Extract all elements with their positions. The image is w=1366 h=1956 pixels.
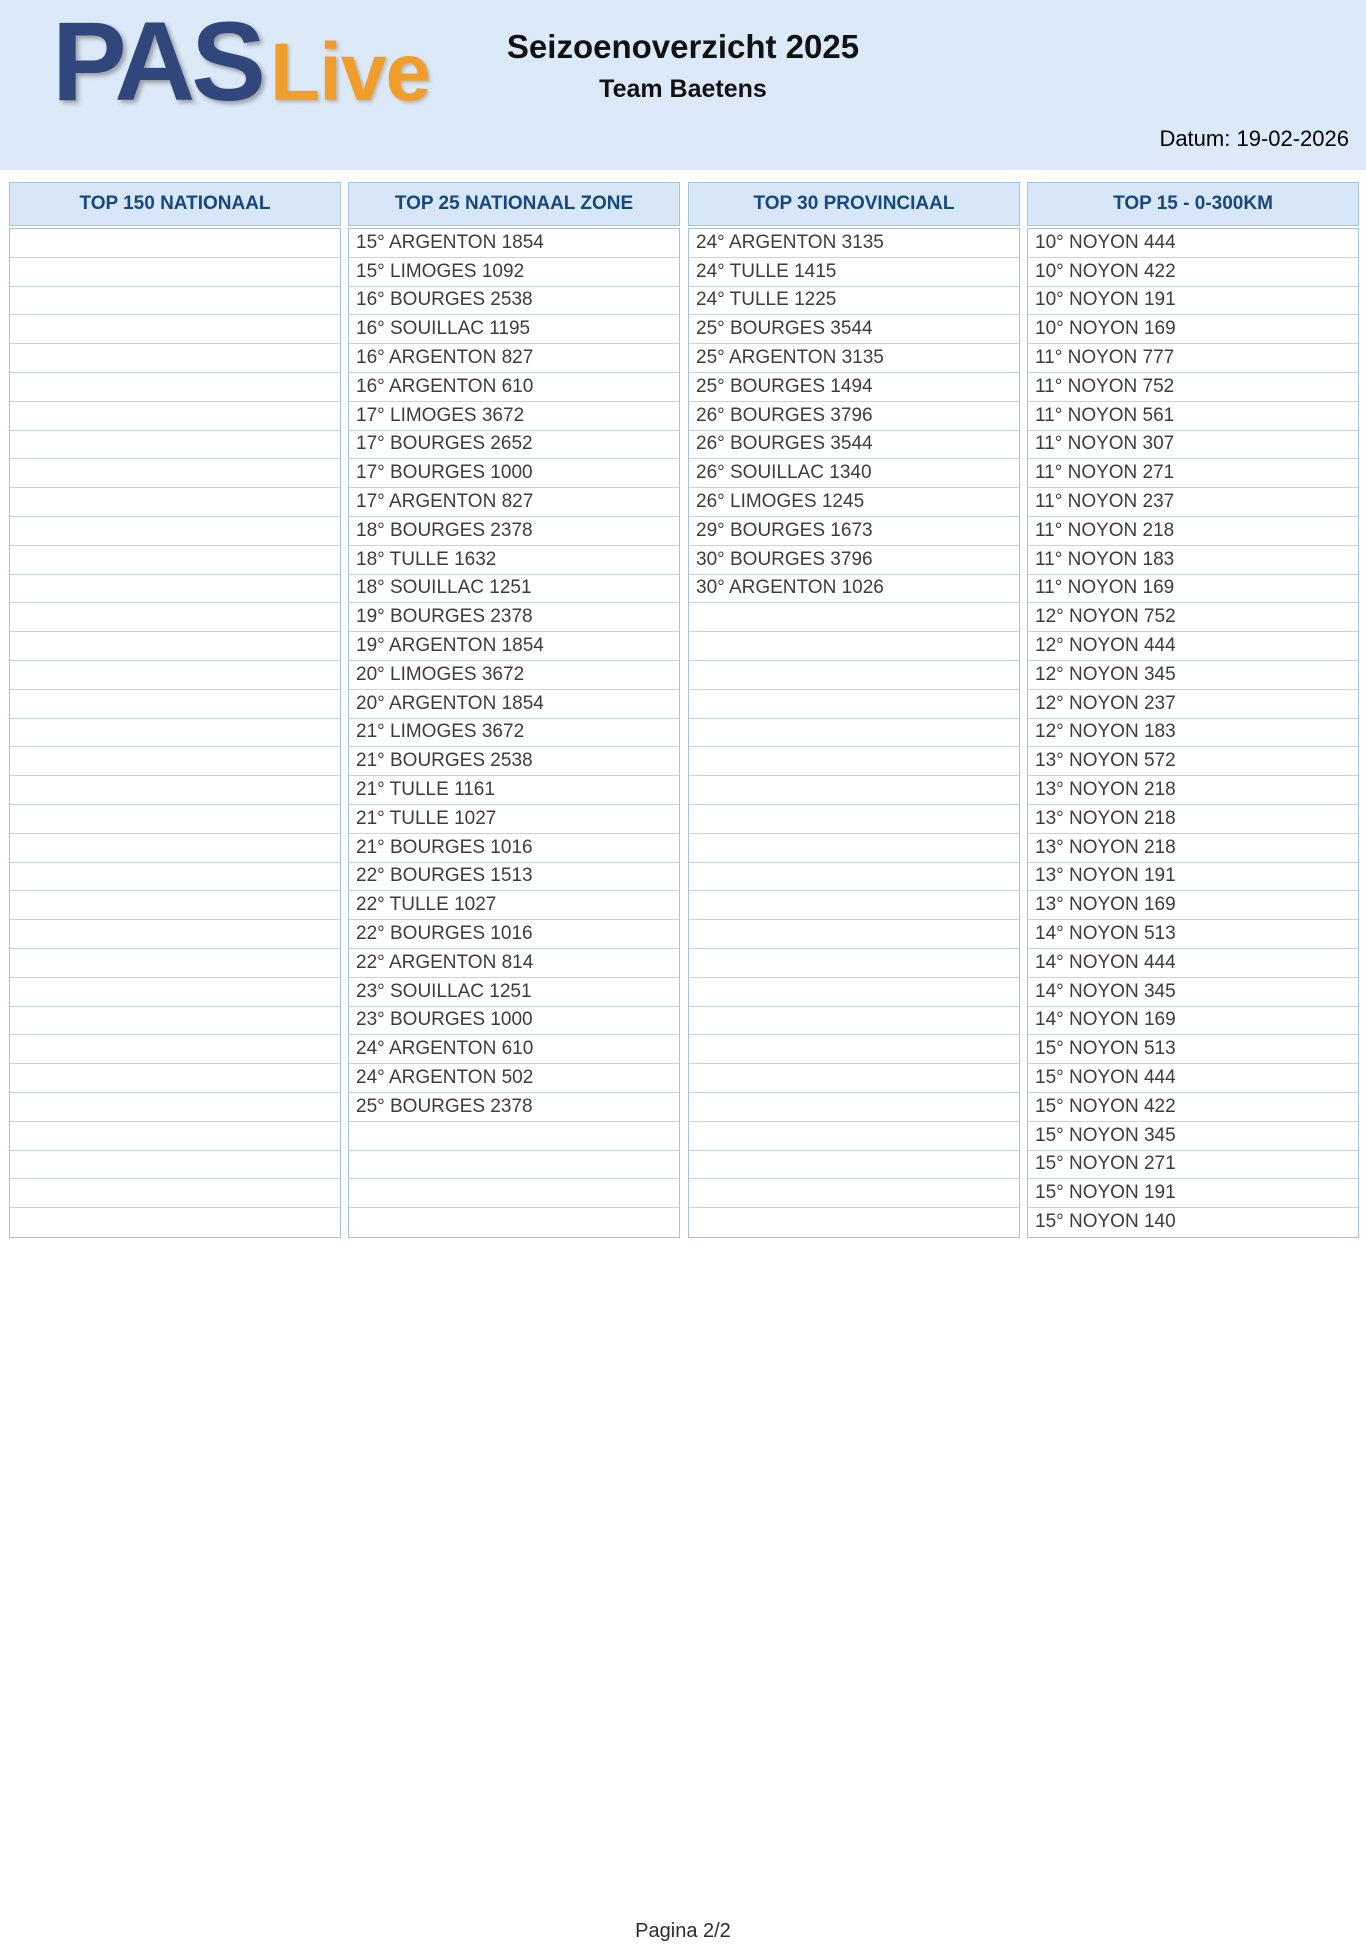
table-row: 17° BOURGES 2652: [349, 431, 679, 460]
table-row: 15° LIMOGES 1092: [349, 258, 679, 287]
page-title: Seizoenoverzicht 2025: [506, 28, 860, 65]
column-header: TOP 150 NATIONAAL: [9, 182, 341, 226]
table-row: 15° NOYON 345: [1028, 1122, 1358, 1151]
table-row: [689, 632, 1019, 661]
table-row: [10, 229, 340, 258]
table-row: [10, 661, 340, 690]
table-row: [689, 1208, 1019, 1237]
table-row: [10, 287, 340, 316]
table-row: 18° TULLE 1632: [349, 546, 679, 575]
table-row: [10, 719, 340, 748]
table-row: 13° NOYON 218: [1028, 776, 1358, 805]
table-row: 11° NOYON 218: [1028, 517, 1358, 546]
table-row: [10, 459, 340, 488]
table-row: [689, 719, 1019, 748]
table-row: [689, 747, 1019, 776]
ranking-column: [9, 182, 341, 1238]
table-row: 21° TULLE 1161: [349, 776, 679, 805]
table-row: [689, 1122, 1019, 1151]
ranking-column: [348, 182, 680, 1238]
table-row: 19° ARGENTON 1854: [349, 632, 679, 661]
table-row: 12° NOYON 345: [1028, 661, 1358, 690]
table-row: 11° NOYON 307: [1028, 431, 1358, 460]
table-row: 16° ARGENTON 610: [349, 373, 679, 402]
table-row: [10, 1179, 340, 1208]
table-row: 10° NOYON 444: [1028, 229, 1358, 258]
table-row: [349, 1179, 679, 1208]
table-row: 13° NOYON 169: [1028, 891, 1358, 920]
table-row: 23° BOURGES 1000: [349, 1007, 679, 1036]
column-header: TOP 25 NATIONAAL ZONE: [348, 182, 680, 226]
table-row: 26° BOURGES 3544: [689, 431, 1019, 460]
logo-live-text: Live: [269, 27, 431, 118]
page-subtitle: Team Baetens: [599, 75, 767, 103]
table-row: [10, 949, 340, 978]
table-row: 26° BOURGES 3796: [689, 402, 1019, 431]
table-row: 11° NOYON 237: [1028, 488, 1358, 517]
table-row: 26° LIMOGES 1245: [689, 488, 1019, 517]
table-row: 22° TULLE 1027: [349, 891, 679, 920]
table-row: [10, 805, 340, 834]
table-row: [10, 1035, 340, 1064]
table-row: [689, 863, 1019, 892]
table-row: [10, 834, 340, 863]
table-row: 14° NOYON 513: [1028, 920, 1358, 949]
column-body: [688, 228, 1020, 1238]
table-row: [689, 949, 1019, 978]
table-row: [10, 978, 340, 1007]
page-footer: [0, 1920, 1366, 1943]
table-row: 14° NOYON 444: [1028, 949, 1358, 978]
table-row: 23° SOUILLAC 1251: [349, 978, 679, 1007]
ranking-column: [1027, 182, 1359, 1238]
column-body: [348, 228, 680, 1238]
table-row: 24° ARGENTON 610: [349, 1035, 679, 1064]
table-row: [10, 258, 340, 287]
table-row: [10, 373, 340, 402]
table-row: 11° NOYON 561: [1028, 402, 1358, 431]
table-row: 22° ARGENTON 814: [349, 949, 679, 978]
table-row: [689, 661, 1019, 690]
table-row: 24° ARGENTON 3135: [689, 229, 1019, 258]
table-row: [10, 431, 340, 460]
table-row: 18° SOUILLAC 1251: [349, 575, 679, 604]
table-row: [10, 575, 340, 604]
table-row: 17° BOURGES 1000: [349, 459, 679, 488]
table-row: 25° ARGENTON 3135: [689, 344, 1019, 373]
table-row: 11° NOYON 752: [1028, 373, 1358, 402]
table-row: [10, 690, 340, 719]
table-row: [689, 776, 1019, 805]
table-row: 26° SOUILLAC 1340: [689, 459, 1019, 488]
table-row: [689, 805, 1019, 834]
table-row: [10, 1007, 340, 1036]
table-row: [10, 546, 340, 575]
table-row: 11° NOYON 183: [1028, 546, 1358, 575]
table-row: 15° ARGENTON 1854: [349, 229, 679, 258]
table-row: 13° NOYON 191: [1028, 863, 1358, 892]
table-row: 24° TULLE 1415: [689, 258, 1019, 287]
table-row: [689, 603, 1019, 632]
table-row: [10, 632, 340, 661]
table-row: [689, 1007, 1019, 1036]
table-row: [10, 488, 340, 517]
logo-pas-text: PAS: [52, 0, 262, 124]
table-row: 16° BOURGES 2538: [349, 287, 679, 316]
table-row: 25° BOURGES 2378: [349, 1093, 679, 1122]
table-row: 21° BOURGES 2538: [349, 747, 679, 776]
table-row: 12° NOYON 752: [1028, 603, 1358, 632]
table-row: 25° BOURGES 3544: [689, 315, 1019, 344]
table-row: 15° NOYON 422: [1028, 1093, 1358, 1122]
table-row: [10, 776, 340, 805]
table-row: [689, 1093, 1019, 1122]
table-row: 30° ARGENTON 1026: [689, 575, 1019, 604]
table-row: 22° BOURGES 1016: [349, 920, 679, 949]
table-row: 24° ARGENTON 502: [349, 1064, 679, 1093]
table-row: 15° NOYON 444: [1028, 1064, 1358, 1093]
table-row: [10, 517, 340, 546]
table-row: 18° BOURGES 2378: [349, 517, 679, 546]
table-row: 10° NOYON 422: [1028, 258, 1358, 287]
table-row: [10, 1122, 340, 1151]
table-row: 22° BOURGES 1513: [349, 863, 679, 892]
table-row: 13° NOYON 218: [1028, 834, 1358, 863]
table-row: 25° BOURGES 1494: [689, 373, 1019, 402]
column-body: [9, 228, 341, 1238]
table-row: 15° NOYON 513: [1028, 1035, 1358, 1064]
table-row: 13° NOYON 572: [1028, 747, 1358, 776]
table-row: [689, 1035, 1019, 1064]
table-row: [689, 1151, 1019, 1180]
table-row: [10, 315, 340, 344]
table-row: [689, 1179, 1019, 1208]
table-row: [10, 891, 340, 920]
table-row: 20° ARGENTON 1854: [349, 690, 679, 719]
table-row: 10° NOYON 191: [1028, 287, 1358, 316]
table-row: 29° BOURGES 1673: [689, 517, 1019, 546]
table-row: 11° NOYON 271: [1028, 459, 1358, 488]
table-row: 15° NOYON 191: [1028, 1179, 1358, 1208]
table-row: 17° ARGENTON 827: [349, 488, 679, 517]
table-row: [10, 920, 340, 949]
table-row: [10, 1064, 340, 1093]
ranking-column: [688, 182, 1020, 1238]
table-row: [349, 1122, 679, 1151]
table-row: [10, 1093, 340, 1122]
table-row: 14° NOYON 345: [1028, 978, 1358, 1007]
table-row: 12° NOYON 183: [1028, 719, 1358, 748]
table-row: 11° NOYON 169: [1028, 575, 1358, 604]
table-row: [349, 1208, 679, 1237]
column-body: [1027, 228, 1359, 1238]
table-row: [689, 1064, 1019, 1093]
table-row: 10° NOYON 169: [1028, 315, 1358, 344]
table-row: 20° LIMOGES 3672: [349, 661, 679, 690]
table-row: [689, 834, 1019, 863]
page-number: Pagina 2/2: [635, 1920, 731, 1942]
table-row: 17° LIMOGES 3672: [349, 402, 679, 431]
table-row: [10, 863, 340, 892]
table-row: 19° BOURGES 2378: [349, 603, 679, 632]
table-row: [689, 690, 1019, 719]
table-row: [349, 1151, 679, 1180]
table-row: 12° NOYON 444: [1028, 632, 1358, 661]
table-row: 24° TULLE 1225: [689, 287, 1019, 316]
table-row: 14° NOYON 169: [1028, 1007, 1358, 1036]
table-row: 11° NOYON 777: [1028, 344, 1358, 373]
table-row: 21° LIMOGES 3672: [349, 719, 679, 748]
table-row: 21° TULLE 1027: [349, 805, 679, 834]
table-row: [10, 747, 340, 776]
table-row: [10, 402, 340, 431]
table-row: 12° NOYON 237: [1028, 690, 1358, 719]
table-row: 21° BOURGES 1016: [349, 834, 679, 863]
table-row: 16° SOUILLAC 1195: [349, 315, 679, 344]
table-row: 15° NOYON 271: [1028, 1151, 1358, 1180]
table-row: 15° NOYON 140: [1035, 1211, 1176, 1233]
column-header: TOP 15 - 0-300KM: [1027, 182, 1359, 226]
column-header: TOP 30 PROVINCIAAL: [688, 182, 1020, 226]
date-label: Datum: 19-02-2026: [1159, 126, 1349, 151]
table-row: 13° NOYON 218: [1028, 805, 1358, 834]
table-row: 16° ARGENTON 827: [349, 344, 679, 373]
table-row: 30° BOURGES 3796: [689, 546, 1019, 575]
table-row: [10, 603, 340, 632]
table-row: [689, 978, 1019, 1007]
table-row: [689, 920, 1019, 949]
table-row: [689, 891, 1019, 920]
table-row: [10, 1151, 340, 1180]
table-row: [10, 344, 340, 373]
table-row: [10, 1208, 340, 1237]
